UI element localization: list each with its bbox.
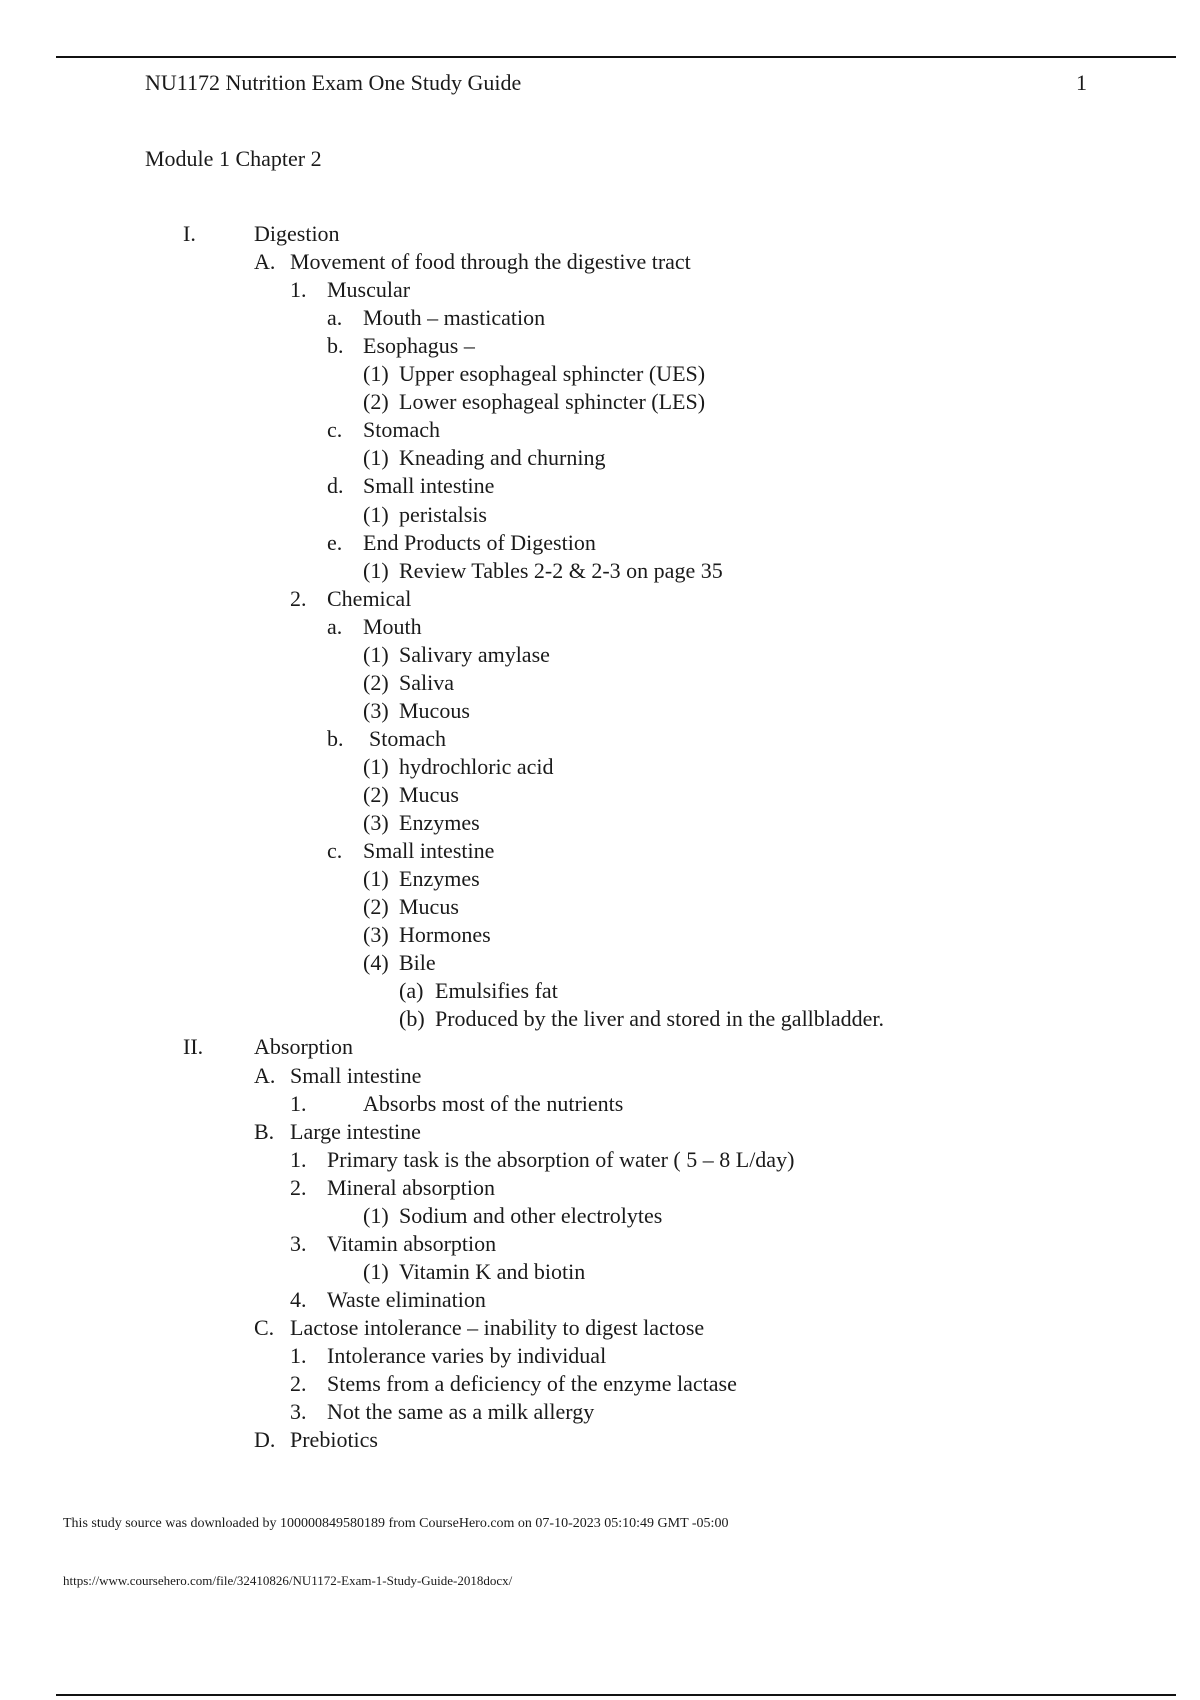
outline-marker: A. — [254, 249, 276, 275]
outline-marker: D. — [254, 1427, 276, 1453]
outline-marker: 3. — [290, 1230, 307, 1256]
outline-marker: (1) — [363, 641, 389, 667]
module-title: Module 1 Chapter 2 — [145, 146, 322, 171]
outline-marker: 1. — [290, 277, 307, 303]
outline-text: Chemical — [327, 585, 412, 611]
outline-marker: (a) — [399, 978, 424, 1004]
outline-marker: (1) — [363, 753, 389, 779]
outline-text: Esophagus – — [363, 333, 475, 359]
outline-marker: 2. — [290, 1174, 307, 1200]
outline-text: Mucus — [399, 782, 459, 807]
outline-marker: 1. — [290, 1146, 307, 1172]
outline-marker: d. — [327, 473, 344, 499]
download-notice: This study source was downloaded by 100000849580189 from CourseHero.com on 07-10-2023 05:10:49 GMT -05:00 — [63, 1516, 729, 1531]
outline-text: Mucus — [399, 894, 459, 920]
outline-marker: (2) — [363, 894, 389, 920]
outline-text: Hormones — [399, 922, 491, 948]
outline-text: Review Tables 2-2 & 2-3 on page 35 — [399, 557, 723, 583]
outline-text: Mouth — [363, 613, 422, 639]
outline-text: Digestion — [254, 221, 340, 246]
outline-marker: 1. — [290, 1090, 307, 1116]
outline-marker: e. — [327, 529, 343, 555]
outline-text: Enzymes — [399, 810, 480, 836]
header-title: NU1172 Nutrition Exam One Study Guide — [145, 70, 522, 95]
outline-marker: (3) — [363, 810, 389, 836]
outline-text: Stomach — [369, 725, 446, 751]
outline-marker: (1) — [363, 501, 389, 527]
outline-text: Sodium and other electrolytes — [399, 1202, 663, 1228]
outline-marker: (b) — [399, 1006, 425, 1032]
outline-text: End Products of Digestion — [363, 529, 596, 555]
outline-text: Kneading and churning — [399, 445, 606, 471]
outline-text: Primary task is the absorption of water ( 5 – 8 L/day) — [327, 1146, 795, 1172]
outline-text: Mineral absorption — [327, 1174, 496, 1200]
outline-text: Absorbs most of the nutrients — [363, 1090, 624, 1116]
outline-text: Vitamin K and biotin — [399, 1258, 586, 1284]
outline-marker: b. — [327, 725, 344, 751]
outline-text: hydrochloric acid — [399, 753, 554, 779]
outline-text: Stems from a deficiency of the enzyme lactase — [327, 1371, 737, 1397]
outline-marker: (1) — [363, 1258, 389, 1284]
outline-text: Muscular — [327, 277, 411, 303]
outline-text: Large intestine — [290, 1118, 421, 1144]
outline-marker: (3) — [363, 922, 389, 948]
outline-text: Vitamin absorption — [327, 1230, 497, 1256]
outline-marker: 2. — [290, 1371, 307, 1397]
outline-marker: (1) — [363, 866, 389, 892]
outline-marker: A. — [254, 1062, 276, 1088]
outline-text: Mucous — [399, 697, 470, 723]
outline-text: Prebiotics — [290, 1427, 378, 1453]
outline-text: peristalsis — [399, 501, 487, 527]
outline-marker: (2) — [363, 669, 389, 695]
outline-text: Enzymes — [399, 866, 480, 892]
outline-marker: c. — [327, 417, 343, 443]
outline-text: Intolerance varies by individual — [327, 1343, 607, 1368]
outline-text: Small intestine — [363, 473, 495, 499]
outline-marker: b. — [327, 333, 344, 359]
outline-text: Waste elimination — [327, 1286, 486, 1312]
outline-marker: 2. — [290, 585, 307, 611]
outline-text: Produced by the liver and stored in the gallbladder. — [435, 1006, 885, 1032]
outline-marker: a. — [327, 613, 343, 639]
outline-marker: C. — [254, 1314, 275, 1340]
outline-text: Bile — [399, 950, 436, 976]
outline-text: Saliva — [399, 669, 454, 695]
outline-marker: (3) — [363, 697, 389, 723]
outline-text: Mouth – mastication — [363, 305, 546, 331]
outline-marker: (1) — [363, 445, 389, 471]
outline-marker: c. — [327, 838, 343, 864]
outline-text: Small intestine — [290, 1062, 422, 1088]
outline-marker: II. — [183, 1034, 204, 1060]
outline-text: Lower esophageal sphincter (LES) — [399, 389, 706, 415]
page-number: 1 — [1076, 70, 1087, 95]
outline-marker: 1. — [290, 1343, 307, 1368]
outline-marker: (1) — [363, 1202, 389, 1228]
outline-marker: (2) — [363, 389, 389, 415]
outline-marker: B. — [254, 1118, 275, 1144]
outline-marker: a. — [327, 305, 343, 331]
outline-text: Movement of food through the digestive tract — [290, 249, 691, 275]
bottom-rule — [56, 1694, 1176, 1696]
outline-marker: 4. — [290, 1286, 307, 1312]
outline-marker: (4) — [363, 950, 389, 976]
outline-text: Stomach — [363, 417, 440, 443]
outline-text: Emulsifies fat — [435, 978, 558, 1004]
outline-marker: (1) — [363, 361, 389, 387]
outline-marker: 3. — [290, 1399, 307, 1425]
top-rule — [56, 56, 1176, 58]
outline-marker: (1) — [363, 557, 389, 583]
source-url[interactable]: https://www.coursehero.com/file/32410826/NU1172-Exam-1-Study-Guide-2018docx/ — [63, 1573, 513, 1588]
outline-marker: (2) — [363, 782, 389, 807]
outline-text: Upper esophageal sphincter (UES) — [399, 361, 706, 387]
outline-text: Absorption — [254, 1034, 353, 1060]
outline-text: Small intestine — [363, 838, 495, 864]
outline-text: Lactose intolerance – inability to digest lactose — [290, 1314, 705, 1340]
outline-text: Not the same as a milk allergy — [327, 1399, 595, 1425]
outline-marker: I. — [183, 221, 196, 246]
outline-text: Salivary amylase — [399, 641, 550, 667]
